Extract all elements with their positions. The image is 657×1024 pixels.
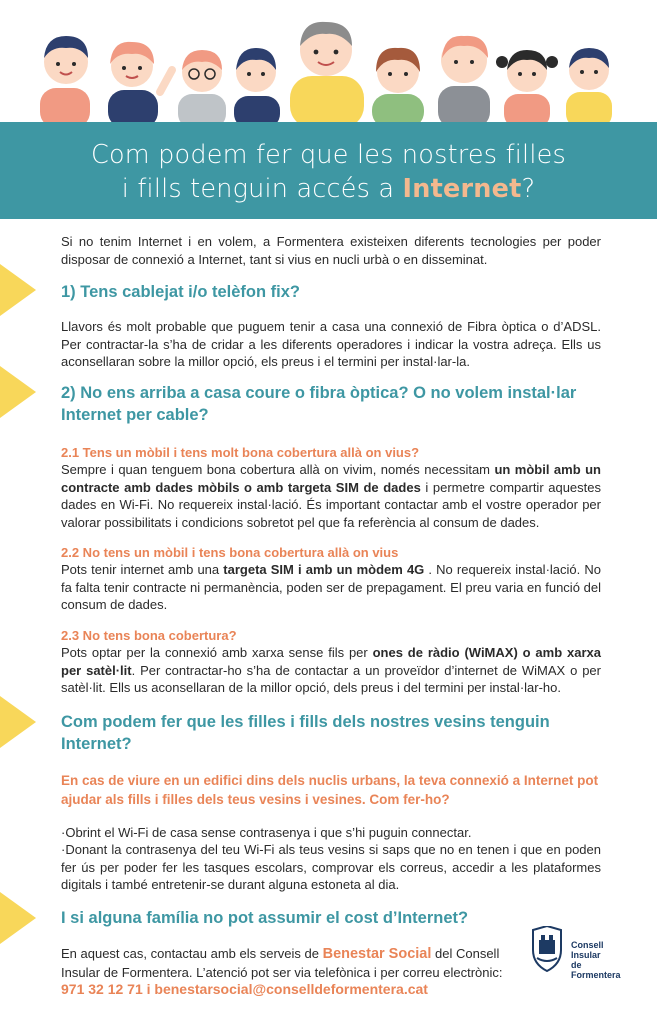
intro-paragraph: Si no tenim Internet i en volem, a Formentera existeixen diferents tecnologies per poder disposar de connexió a Internet, tant si vius en nucli urbà o en disseminat. (61, 234, 601, 267)
section-3-subheading: En cas de viure en un edifici dins dels nuclis urbans, la teva connexió a Internet pot ajudar als fills i filles dels teus vesins i vesines. Com fer-ho? (61, 773, 599, 807)
yellow-triangle-marker (0, 892, 36, 944)
coat-of-arms-icon (527, 926, 567, 972)
banner-title-highlight: Internet (402, 174, 522, 204)
bold-span: un mòbil amb un contracte amb dades mòbils o amb targeta SIM de dades (61, 462, 601, 495)
banner-title-text: i fills tenguin accés a (121, 174, 403, 204)
text-span: En aquest cas, contactau amb els serveis de (61, 946, 323, 961)
text-span: Sempre i quan tenguem bona cobertura allà on vivim, només necessitam (61, 462, 495, 477)
title-banner (0, 122, 657, 219)
child-figure (438, 36, 490, 122)
text-span: Pots optar per la connexió amb xarxa sense fils per (61, 645, 373, 660)
banner-title-question-mark: ? (521, 174, 536, 204)
subsection-2-1-body (61, 461, 601, 531)
child-figure (372, 48, 424, 122)
subsection-2-1-heading: 2.1 Tens un mòbil i tens molt bona cobertura allà on vius? (61, 445, 420, 460)
section-2-heading: 2) No ens arriba a casa coure o fibra òptica? O no volem instal·lar Internet per cable? (61, 384, 577, 424)
bold-span: targeta SIM i amb un mòdem 4G (223, 562, 425, 577)
banner-title-line-1: Com podem fer que les nostres filles (91, 140, 566, 170)
text-span: i permetre compartir aquestes dades en Wi-Fi. No requereix instal·lació. És important contactar amb el vostre operador per valorar possibilitats i condicions sobretot pel que fa referència al consum de dades. (61, 479, 601, 530)
yellow-triangle-marker (0, 366, 36, 418)
logo-text-line-1: Consell Insular (571, 940, 604, 960)
bullet-item: ·Donant la contrasenya del teu Wi-Fi als teus vesins si saps que no en tenen i que en poden fer ús per poder fer les tasques escolars, comprovar els correus, accedir a les plataformes digitals i també entretenir-se durant alguna estoneta al dia. (61, 842, 601, 892)
banner-title-line-2 (0, 172, 657, 206)
section-1-heading: 1) Tens cablejat i/o telèfon fix? (61, 283, 300, 301)
text-span: . No requereix instal·lació. No fa falta tenir contracte ni permanència, poden ser de prepagament. El preu varia en funció del consum de dades. (61, 562, 601, 612)
benestar-social-label: Benestar Social (322, 946, 432, 962)
text-span: del Consell Insular de Formentera. L’atenció pot ser via telefònica i per correu electrònic: (61, 946, 503, 980)
section-4-heading: I si alguna família no pot assumir el cost d’Internet? (61, 909, 469, 927)
child-figure (40, 36, 90, 122)
logo-text-line-2: de Formentera (571, 960, 621, 980)
yellow-triangle-marker (0, 264, 36, 316)
bold-span: ones de ràdio (WiMAX) o amb xarxa per satèl·lit (61, 645, 601, 678)
bullet-item: ·Obrint el Wi-Fi de casa sense contrasenya i que s’hi puguin connectar. (61, 825, 472, 840)
child-figure (496, 50, 558, 122)
child-figure (234, 48, 280, 122)
section-3-heading: Com podem fer que les filles i fills dels nostres vesins tenguin Internet? (61, 713, 550, 753)
contact-info[interactable]: 971 32 12 71 i benestarsocial@conselldeformentera.cat (61, 981, 428, 997)
child-figure (108, 42, 172, 122)
child-figure (290, 22, 364, 122)
section-4-body (61, 945, 516, 981)
subsection-2-3-heading: 2.3 No tens bona cobertura? (61, 628, 237, 643)
child-figure (566, 48, 612, 122)
text-span: Pots tenir internet amb una (61, 562, 224, 577)
consell-insular-logo (527, 926, 627, 980)
children-illustration (0, 0, 657, 122)
subsection-2-2-heading: 2.2 No tens un mòbil i tens bona cobertura allà on vius (61, 545, 399, 560)
yellow-triangle-marker (0, 696, 36, 748)
logo-text (571, 940, 627, 980)
subsection-2-2-body (61, 561, 601, 614)
subsection-2-3-body (61, 644, 601, 697)
text-span: . Per contractar-ho s’ha de contactar a un proveïdor d’internet de WiMAX o per satèl·lit. Ells us aconsellaran de la millor opció, dels preus i del termini per instal·lar-ho. (61, 662, 601, 695)
child-figure (178, 50, 226, 122)
section-1-body: Llavors és molt probable que puguem tenir a casa una connexió de Fibra òptica o d’ADSL. Per contractar-la s’ha de cridar a les diferents operadores i indicar la vostra adreça. Ells us aconsellaran sobre la millor opció, els preus i el termini per instal·lar-la. (61, 319, 601, 369)
